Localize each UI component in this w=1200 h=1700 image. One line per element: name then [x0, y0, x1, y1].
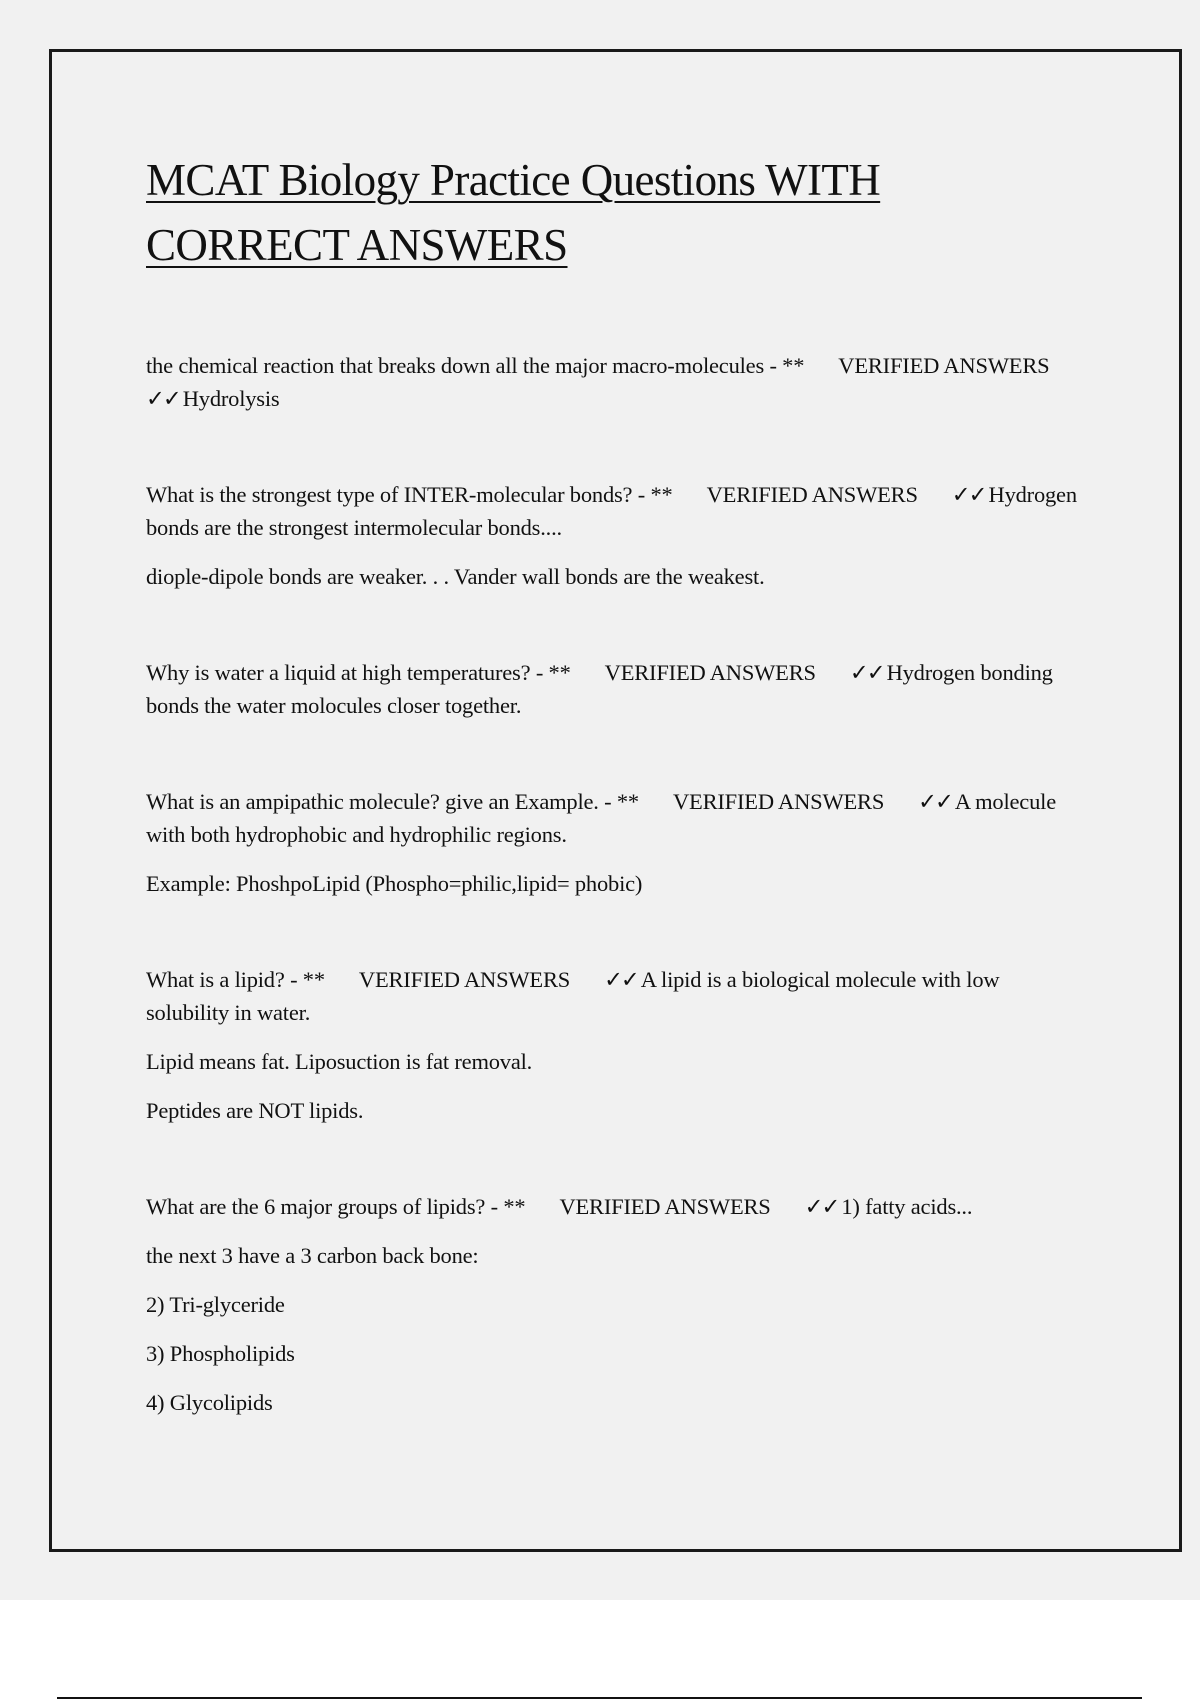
- checkmark-icon: ✓✓: [849, 660, 884, 685]
- separator: - **: [764, 353, 805, 378]
- question-text: the chemical reaction that breaks down all the major macro-molecules: [146, 353, 765, 378]
- separator: - **: [485, 1194, 526, 1219]
- checkmark-icon: ✓✓: [146, 386, 180, 411]
- answer-continuation: 3) Phospholipids: [146, 1341, 295, 1366]
- verified-label: VERIFIED ANSWERS: [672, 789, 885, 814]
- answer-continuation: diople-dipole bonds are weaker. . . Vander wall bonds are the weakest.: [146, 564, 765, 589]
- qa-main-line: [146, 656, 1086, 722]
- answer-text: Hydrolysis: [182, 386, 280, 411]
- separator: - **: [530, 660, 571, 685]
- qa-item: [146, 963, 1086, 1127]
- footer-divider: [57, 1697, 1142, 1699]
- verified-label: VERIFIED ANSWERS: [559, 1194, 771, 1219]
- question-list: [146, 349, 1086, 1419]
- question-text: What are the 6 major groups of lipids?: [146, 1194, 486, 1219]
- answer-text: Hydrogen bonds are the strongest intermolecular bonds....: [146, 482, 1077, 540]
- checkmark-icon: ✓✓: [951, 482, 986, 507]
- checkmark-icon: ✓✓: [604, 967, 638, 992]
- question-text: What is the strongest type of INTER-molecular bonds?: [146, 482, 633, 507]
- question-text: Why is water a liquid at high temperatures?: [146, 660, 531, 685]
- answer-text: 1) fatty acids...: [841, 1194, 973, 1219]
- answer-continuation: Example: PhoshpoLipid (Phospho=philic,lipid= phobic): [146, 871, 643, 896]
- qa-item: [146, 656, 1086, 722]
- verified-label: VERIFIED ANSWERS: [358, 967, 571, 992]
- qa-item: [146, 478, 1086, 593]
- verified-label: VERIFIED ANSWERS: [706, 482, 918, 507]
- verified-label: VERIFIED ANSWERS: [604, 660, 816, 685]
- qa-main-line: [146, 785, 1086, 851]
- separator: - **: [284, 967, 325, 992]
- answer-text: A lipid is a biological molecule with low solubility in water.: [146, 967, 1000, 1025]
- separator: - **: [632, 482, 673, 507]
- page-title: MCAT Biology Practice Questions WITH CORRECT ANSWERS: [146, 155, 881, 270]
- checkmark-icon: ✓✓: [804, 1194, 839, 1219]
- verified-label: VERIFIED ANSWERS: [838, 353, 1050, 378]
- answer-continuation: Lipid means fat. Liposuction is fat removal.: [146, 1049, 533, 1074]
- qa-main-line: [146, 478, 1086, 544]
- answer-continuation: 4) Glycolipids: [146, 1390, 273, 1415]
- answer-continuation: Peptides are NOT lipids.: [146, 1098, 364, 1123]
- answer-text: A molecule with both hydrophobic and hydrophilic regions.: [146, 789, 1056, 847]
- qa-main-line: [146, 349, 1086, 415]
- answer-continuation: the next 3 have a 3 carbon back bone:: [146, 1243, 479, 1268]
- qa-item: [146, 1190, 1086, 1419]
- question-text: What is a lipid?: [146, 967, 285, 992]
- separator: - **: [598, 789, 639, 814]
- qa-main-line: [146, 963, 1086, 1029]
- qa-item: [146, 349, 1086, 415]
- checkmark-icon: ✓✓: [918, 789, 952, 814]
- question-text: What is an ampipathic molecule? give an Example.: [146, 789, 599, 814]
- qa-item: [146, 785, 1086, 900]
- document-body: [146, 148, 1086, 1419]
- answer-text: Hydrogen bonding bonds the water molocules closer together.: [146, 660, 1053, 718]
- qa-main-line: [146, 1190, 1086, 1223]
- answer-continuation: 2) Tri-glyceride: [146, 1292, 285, 1317]
